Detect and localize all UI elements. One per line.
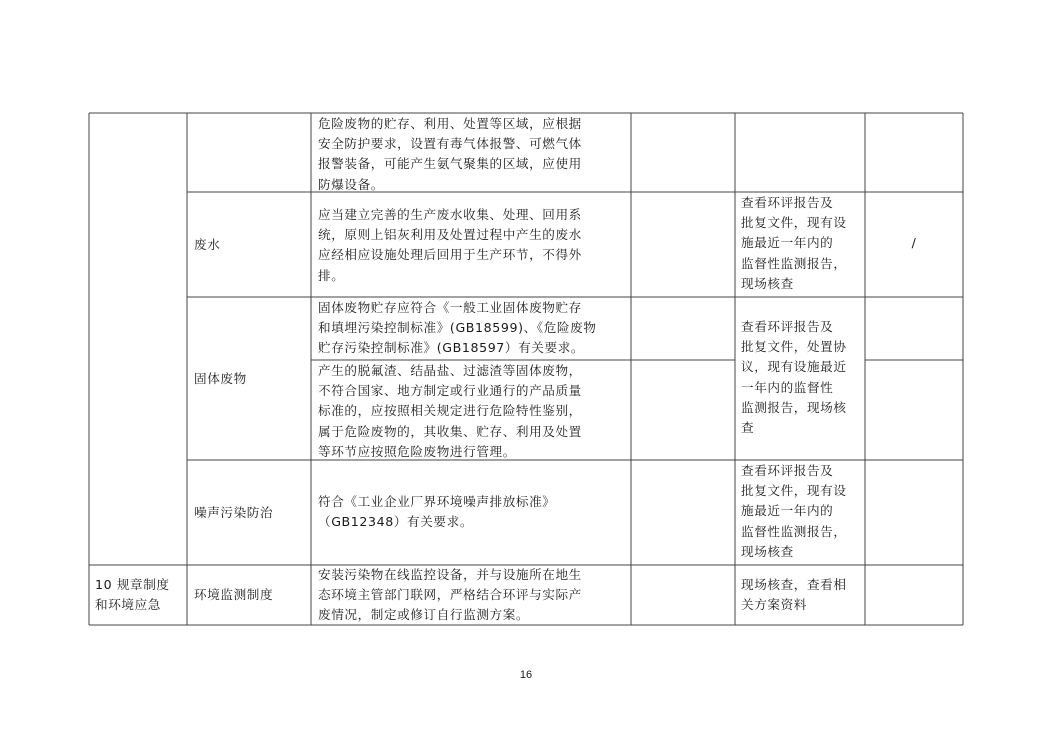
text-line: 不符合国家、地方制定或行业通行的产品质量 [318, 383, 582, 399]
text-line: 查看环评报告及 [741, 319, 834, 334]
text-line: 施最近一年内的 [741, 235, 834, 251]
requirement-cell-wastewater [318, 205, 630, 286]
text-line: 安全防护要求，设置有毒气体报警、可燃气体 [318, 136, 582, 152]
text-line: 应经相应设施处理后回用于生产环节，不得外 [318, 247, 582, 263]
requirement-cell-noise [318, 492, 630, 532]
text-line: 批复文件，现有设 [741, 483, 847, 499]
text-line: 施最近一年内的 [741, 503, 834, 519]
note-text: / [911, 235, 917, 250]
text-line: 排。 [318, 267, 345, 283]
requirement-cell-monitoring [318, 565, 630, 626]
text-line: 属于危险废物的，其收集、贮存、利用及处置 [318, 423, 582, 439]
requirement-cell-solid-waste-a [318, 298, 630, 359]
text-line: 固体废物贮存应符合《一般工业固体废物贮存 [318, 300, 582, 315]
method-cell-solid-waste [741, 317, 864, 438]
text-line: 危险废物的贮存、利用、处置等区域，应根据 [318, 116, 582, 131]
text-line: 防爆设备。 [318, 176, 384, 192]
note-cell-wastewater [866, 233, 962, 253]
text-line: 废情况，制定或修订自行监测方案。 [318, 607, 530, 623]
text-line: （GB12348）有关要求。 [318, 514, 474, 530]
text-line: 应当建立完善的生产废水收集、处理、回用系 [318, 207, 582, 222]
text-line: 监测报告，现场核 [741, 399, 847, 415]
text-line: 等环节应按照危险废物进行管理。 [318, 443, 516, 459]
text-line: 监督性监测报告， [741, 523, 847, 539]
text-line: 贮存污染控制标准》(GB18597）有关要求。 [318, 340, 585, 356]
text-line: 关方案资料 [741, 597, 807, 613]
text-line: 符合《工业企业厂界环境噪声排放标准》 [318, 494, 556, 509]
item-cell-solid-waste [194, 369, 309, 389]
category-cell-rules-emergency [95, 575, 186, 615]
text-line: 产生的脱氟渣、结晶盐、过滤渣等固体废物， [318, 363, 582, 378]
page-number: 16 [519, 669, 533, 681]
text-line: 现场核查 [741, 275, 794, 291]
item-cell-monitoring [194, 585, 309, 605]
item-cell-wastewater [194, 235, 309, 255]
text-line: 安装污染物在线监控设备，并与设施所在地生 [318, 567, 582, 582]
item-cell-noise [194, 503, 309, 523]
text-line: 统，原则上铝灰利用及处置过程中产生的废水 [318, 227, 582, 243]
text-line: 和填埋污染控制标准》(GB18599)、《危险废物 [318, 320, 597, 336]
text-line: 10 规章制度 [95, 577, 170, 592]
text-line: 查看环评报告及 [741, 195, 834, 210]
text-line: 一年内的监督性 [741, 379, 834, 395]
text-line: 查 [741, 420, 755, 436]
text-line: 议，现有设施最近 [741, 359, 847, 375]
text-line: 监督性监测报告， [741, 255, 847, 271]
text-line: 和环境应急 [95, 597, 161, 613]
item-label: 废水 [194, 237, 221, 252]
requirement-cell-solid-waste-b [318, 361, 630, 462]
text-line: 现场核查，查看相 [741, 577, 847, 592]
text-line: 标准的，应按照相关规定进行危险特性鉴别， [318, 403, 582, 419]
item-label: 环境监测制度 [194, 587, 274, 602]
text-line: 态环境主管部门联网，严格结合环评与实际产 [318, 587, 582, 603]
method-cell-monitoring [741, 575, 864, 615]
text-line: 批复文件，现有设 [741, 215, 847, 231]
requirement-cell-hazardous-storage [318, 114, 630, 195]
item-label: 固体废物 [194, 371, 247, 386]
text-line: 报警装备，可能产生氨气聚集的区域，应使用 [318, 156, 582, 172]
method-cell-wastewater [741, 193, 864, 294]
text-line: 批复文件，处置协 [741, 339, 847, 355]
text-line: 查看环评报告及 [741, 463, 834, 478]
method-cell-noise [741, 461, 864, 562]
item-label: 噪声污染防治 [194, 505, 274, 520]
text-line: 现场核查 [741, 543, 794, 559]
